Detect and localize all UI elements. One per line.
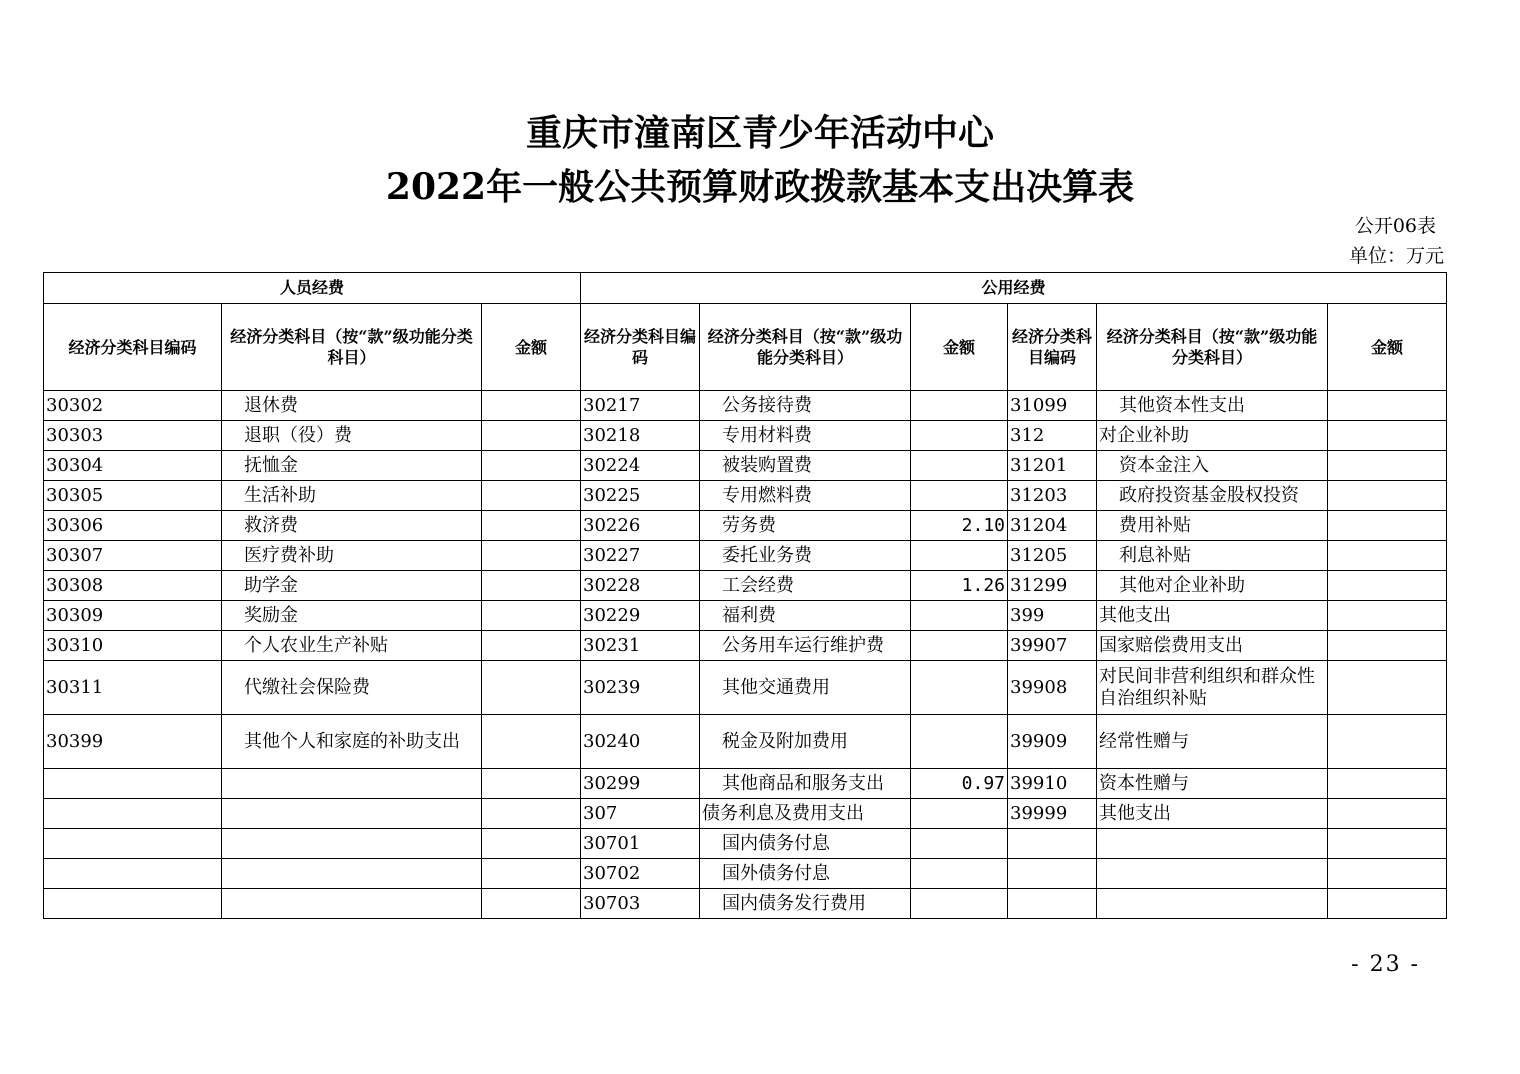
table-row: [44, 859, 1447, 889]
group-header-personnel: 人员经费: [44, 273, 581, 304]
cell-code: 30310: [44, 631, 222, 661]
cell-name: [222, 829, 482, 859]
cell-code: 39910: [1008, 769, 1097, 799]
col-header-amount-2: 金额: [911, 304, 1008, 391]
cell-name: [222, 769, 482, 799]
page-number: - 23 -: [1351, 952, 1420, 977]
cell-code: 312: [1008, 421, 1097, 451]
cell-name: [222, 799, 482, 829]
cell-name: 退休费: [222, 391, 482, 421]
table-row: [44, 391, 1447, 421]
cell-name: 其他支出: [1097, 601, 1328, 631]
cell-amount: [911, 661, 1008, 715]
cell-name: 对民间非营利组织和群众性自治组织补贴: [1097, 661, 1328, 715]
cell-name: 国外债务付息: [700, 859, 911, 889]
table-row: [44, 829, 1447, 859]
cell-amount: [1328, 889, 1447, 919]
cell-name: 抚恤金: [222, 451, 482, 481]
cell-amount: [482, 601, 581, 631]
cell-amount: [482, 631, 581, 661]
table-row: [44, 571, 1447, 601]
cell-name: 经常性赠与: [1097, 715, 1328, 769]
cell-amount: [482, 769, 581, 799]
cell-code: 31203: [1008, 481, 1097, 511]
cell-code: [44, 769, 222, 799]
cell-name: 利息补贴: [1097, 541, 1328, 571]
cell-amount: [482, 481, 581, 511]
cell-code: 30303: [44, 421, 222, 451]
table-row: [44, 451, 1447, 481]
cell-name: 奖励金: [222, 601, 482, 631]
cell-name: 专用材料费: [700, 421, 911, 451]
col-header-amount-1: 金额: [482, 304, 581, 391]
cell-amount: 2.10: [911, 511, 1008, 541]
cell-code: 30229: [581, 601, 700, 631]
cell-amount: [911, 799, 1008, 829]
cell-amount: [911, 631, 1008, 661]
cell-code: 30231: [581, 631, 700, 661]
col-header-name-2: 经济分类科目（按“款”级功能分类科目）: [700, 304, 911, 391]
cell-amount: [482, 571, 581, 601]
cell-code: 30307: [44, 541, 222, 571]
cell-name: 公务用车运行维护费: [700, 631, 911, 661]
cell-code: 30228: [581, 571, 700, 601]
cell-name: 税金及附加费用: [700, 715, 911, 769]
cell-name: 退职（役）费: [222, 421, 482, 451]
cell-name: 其他个人和家庭的补助支出: [222, 715, 482, 769]
unit-label: 单位：万元: [1348, 245, 1444, 267]
cell-name: 救济费: [222, 511, 482, 541]
cell-code: 30304: [44, 451, 222, 481]
cell-code: 31204: [1008, 511, 1097, 541]
col-header-amount-3: 金额: [1328, 304, 1447, 391]
cell-code: 30299: [581, 769, 700, 799]
group-header-row: [44, 273, 1447, 304]
cell-code: 30302: [44, 391, 222, 421]
document-title-line2: 2022年一般公共预算财政拨款基本支出决算表: [385, 166, 1135, 208]
cell-amount: [482, 391, 581, 421]
column-header-row: [44, 304, 1447, 391]
cell-name: 其他资本性支出: [1097, 391, 1328, 421]
cell-amount: [482, 889, 581, 919]
cell-name: 委托业务费: [700, 541, 911, 571]
cell-code: 30227: [581, 541, 700, 571]
cell-name: 其他交通费用: [700, 661, 911, 715]
table-row: [44, 799, 1447, 829]
cell-amount: [911, 889, 1008, 919]
cell-code: 30703: [581, 889, 700, 919]
cell-amount: [482, 511, 581, 541]
cell-amount: [1328, 451, 1447, 481]
expenditure-table: [43, 272, 1447, 919]
cell-name: 代缴社会保险费: [222, 661, 482, 715]
cell-amount: [482, 661, 581, 715]
cell-amount: [911, 541, 1008, 571]
cell-name: 助学金: [222, 571, 482, 601]
cell-amount: [1328, 829, 1447, 859]
form-number: 公开06表: [1354, 215, 1436, 237]
cell-code: 39907: [1008, 631, 1097, 661]
cell-name: 其他支出: [1097, 799, 1328, 829]
cell-name: 个人农业生产补贴: [222, 631, 482, 661]
cell-amount: 1.26: [911, 571, 1008, 601]
col-header-name-3: 经济分类科目（按“款”级功能分类科目）: [1097, 304, 1328, 391]
col-header-name-1: 经济分类科目（按“款”级功能分类科目）: [222, 304, 482, 391]
cell-name: 工会经费: [700, 571, 911, 601]
cell-name: 国内债务发行费用: [700, 889, 911, 919]
cell-code: 399: [1008, 601, 1097, 631]
cell-name: 被装购置费: [700, 451, 911, 481]
cell-code: [44, 799, 222, 829]
cell-name: 生活补助: [222, 481, 482, 511]
cell-amount: [482, 829, 581, 859]
table-row: [44, 541, 1447, 571]
cell-amount: [911, 859, 1008, 889]
cell-code: 39908: [1008, 661, 1097, 715]
cell-code: [44, 859, 222, 889]
cell-amount: [1328, 481, 1447, 511]
document-title-line1: 重庆市潼南区青少年活动中心: [525, 112, 994, 154]
cell-code: 31299: [1008, 571, 1097, 601]
cell-amount: [1328, 661, 1447, 715]
cell-code: [1008, 829, 1097, 859]
table-row: [44, 511, 1447, 541]
cell-code: 30309: [44, 601, 222, 631]
cell-code: 307: [581, 799, 700, 829]
table-row: [44, 661, 1447, 715]
cell-amount: 0.97: [911, 769, 1008, 799]
cell-name: 对企业补助: [1097, 421, 1328, 451]
cell-amount: [482, 421, 581, 451]
cell-amount: [1328, 391, 1447, 421]
cell-code: 30305: [44, 481, 222, 511]
cell-name: 福利费: [700, 601, 911, 631]
cell-name: 专用燃料费: [700, 481, 911, 511]
cell-name: 国内债务付息: [700, 829, 911, 859]
cell-code: 30226: [581, 511, 700, 541]
col-header-code-2: 经济分类科目编码: [581, 304, 700, 391]
table-row: [44, 631, 1447, 661]
cell-code: 30217: [581, 391, 700, 421]
cell-code: 30239: [581, 661, 700, 715]
cell-amount: [911, 421, 1008, 451]
cell-code: 31205: [1008, 541, 1097, 571]
cell-code: 30225: [581, 481, 700, 511]
table-row: [44, 715, 1447, 769]
table-row: [44, 769, 1447, 799]
cell-amount: [911, 829, 1008, 859]
cell-name: 资本性赠与: [1097, 769, 1328, 799]
table-row: [44, 601, 1447, 631]
table-row: [44, 889, 1447, 919]
cell-name: 其他对企业补助: [1097, 571, 1328, 601]
cell-amount: [1328, 859, 1447, 889]
cell-code: 30308: [44, 571, 222, 601]
cell-code: [44, 829, 222, 859]
cell-amount: [482, 715, 581, 769]
cell-name: 政府投资基金股权投资: [1097, 481, 1328, 511]
cell-code: 30306: [44, 511, 222, 541]
cell-name: [1097, 829, 1328, 859]
cell-name: 医疗费补助: [222, 541, 482, 571]
group-header-public: 公用经费: [581, 273, 1447, 304]
cell-code: 39909: [1008, 715, 1097, 769]
cell-code: 30701: [581, 829, 700, 859]
cell-amount: [911, 451, 1008, 481]
cell-amount: [1328, 769, 1447, 799]
col-header-code-3: 经济分类科目编码: [1008, 304, 1097, 391]
cell-name: [1097, 859, 1328, 889]
cell-name: 公务接待费: [700, 391, 911, 421]
cell-amount: [911, 715, 1008, 769]
cell-amount: [1328, 511, 1447, 541]
cell-amount: [1328, 799, 1447, 829]
cell-amount: [482, 541, 581, 571]
cell-name: 其他商品和服务支出: [700, 769, 911, 799]
cell-code: [44, 889, 222, 919]
cell-code: 30218: [581, 421, 700, 451]
cell-code: 30224: [581, 451, 700, 481]
cell-code: 31201: [1008, 451, 1097, 481]
cell-amount: [1328, 631, 1447, 661]
cell-code: 30240: [581, 715, 700, 769]
table-row: [44, 421, 1447, 451]
cell-amount: [1328, 541, 1447, 571]
cell-code: 30311: [44, 661, 222, 715]
cell-amount: [911, 391, 1008, 421]
cell-name: [222, 859, 482, 889]
cell-code: [1008, 859, 1097, 889]
cell-name: 债务利息及费用支出: [700, 799, 911, 829]
cell-name: [1097, 889, 1328, 919]
cell-code: [1008, 889, 1097, 919]
cell-amount: [1328, 421, 1447, 451]
cell-amount: [482, 451, 581, 481]
cell-amount: [911, 481, 1008, 511]
table-row: [44, 481, 1447, 511]
cell-code: 30399: [44, 715, 222, 769]
cell-amount: [1328, 601, 1447, 631]
cell-name: 费用补贴: [1097, 511, 1328, 541]
cell-name: 资本金注入: [1097, 451, 1328, 481]
cell-name: [222, 889, 482, 919]
cell-amount: [1328, 715, 1447, 769]
cell-name: 国家赔偿费用支出: [1097, 631, 1328, 661]
cell-amount: [1328, 571, 1447, 601]
cell-amount: [911, 601, 1008, 631]
cell-code: 30702: [581, 859, 700, 889]
cell-code: 31099: [1008, 391, 1097, 421]
cell-amount: [482, 859, 581, 889]
col-header-code-1: 经济分类科目编码: [44, 304, 222, 391]
cell-amount: [482, 799, 581, 829]
cell-code: 39999: [1008, 799, 1097, 829]
cell-name: 劳务费: [700, 511, 911, 541]
